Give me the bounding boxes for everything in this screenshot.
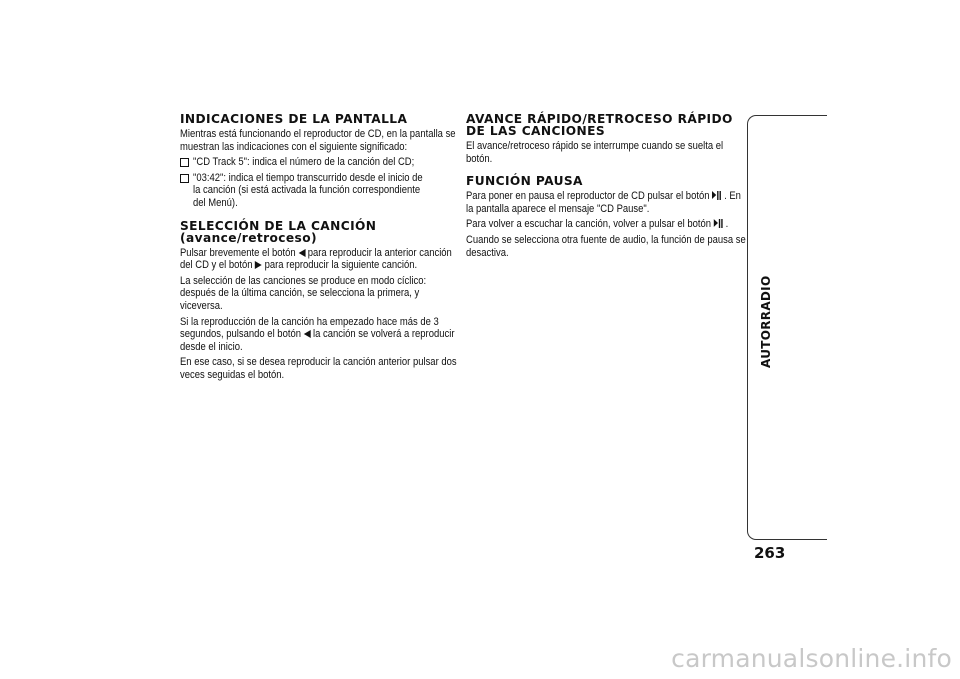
pause-paragraph-2 xyxy=(466,218,748,231)
paragraph-text xyxy=(466,190,747,215)
bullet-text: "03:42": indica el tiempo transcurrido desde el inicio de la canción (si está activada la función correspondiente del Menú). xyxy=(193,171,423,209)
play-pause-icon xyxy=(712,190,721,201)
triangle-left-icon xyxy=(298,249,305,257)
bullet-item xyxy=(180,156,462,169)
text-run: para reproducir la siguiente canción. xyxy=(264,259,418,272)
text-run: . En la pantalla aparece el mensaje "CD Pause". xyxy=(466,190,741,215)
heading-line-2: DE LAS CANCIONES xyxy=(466,124,606,138)
paragraph-text: El avance/retroceso rápido se interrumpe cuando se suelta el botón. xyxy=(466,140,724,165)
fast-forward-paragraph xyxy=(466,140,748,165)
bullet-item xyxy=(180,172,462,210)
display-intro-paragraph xyxy=(180,128,462,153)
page-number: 263 xyxy=(754,544,786,562)
watermark: carmanualsonline.info xyxy=(671,644,952,673)
song-selection-paragraph-3 xyxy=(180,316,462,354)
section-heading-fast-forward xyxy=(466,113,748,137)
right-column xyxy=(466,113,748,262)
text-run: Pulsar brevemente el botón xyxy=(180,246,296,259)
heading-line-1: AVANCE RÁPIDO/RETROCESO RÁPIDO xyxy=(466,112,733,126)
triangle-left-icon xyxy=(304,330,311,338)
bullet-text: "CD Track 5": indica el número de la canción del CD; xyxy=(193,156,415,169)
section-heading-display: INDICACIONES DE LA PANTALLA xyxy=(180,112,408,126)
pause-paragraph-1 xyxy=(466,190,748,215)
song-selection-paragraph-2 xyxy=(180,275,462,313)
heading-line-2: (avance/retroceso) xyxy=(180,230,317,245)
paragraph-text: En ese caso, si se desea reproducir la canción anterior pulsar dos veces seguidas el botón. xyxy=(180,356,457,381)
bullet-box-icon xyxy=(180,158,189,167)
paragraph-text: Cuando se selecciona otra fuente de audio, la función de pausa se desactiva. xyxy=(466,233,746,259)
paragraph-text xyxy=(180,247,461,272)
paragraph-text xyxy=(466,218,747,231)
song-selection-paragraph-4 xyxy=(180,356,462,381)
play-pause-icon xyxy=(714,218,723,229)
bullet-box-icon xyxy=(180,174,189,183)
section-heading-pause: FUNCIÓN PAUSA xyxy=(466,174,583,189)
pause-paragraph-3 xyxy=(466,234,748,259)
paragraph-text: La selección de las canciones se produce en modo cíclico: después de la última canción, se selecciona la primera, y viceversa. xyxy=(180,274,427,312)
heading-line-1: SELECCIÓN DE LA CANCIÓN xyxy=(180,218,377,233)
text-run: la canción se volverá a reproducir desde el inicio. xyxy=(180,328,455,353)
text-run: Para poner en pausa el reproductor de CD pulsar el botón xyxy=(466,190,710,203)
left-column xyxy=(180,113,462,385)
display-intro-text: Mientras está funcionando el reproductor de CD, en la pantalla se muestran las indicaciones con el siguiente significado: xyxy=(180,128,456,153)
text-run: Si la reproducción de la canción ha empezado hace más de 3 segundos, pulsando el botón xyxy=(180,315,439,341)
paragraph-text xyxy=(180,316,461,354)
text-run: para reproducir la anterior canción del CD y el botón xyxy=(180,246,452,272)
section-heading-song-selection xyxy=(180,220,462,244)
text-run: . xyxy=(725,218,729,231)
chapter-label: AUTORRADIO xyxy=(759,275,773,368)
song-selection-paragraph-1 xyxy=(180,247,462,272)
triangle-right-icon xyxy=(255,261,262,269)
text-run: Para volver a escuchar la canción, volver a pulsar el botón xyxy=(466,218,712,231)
